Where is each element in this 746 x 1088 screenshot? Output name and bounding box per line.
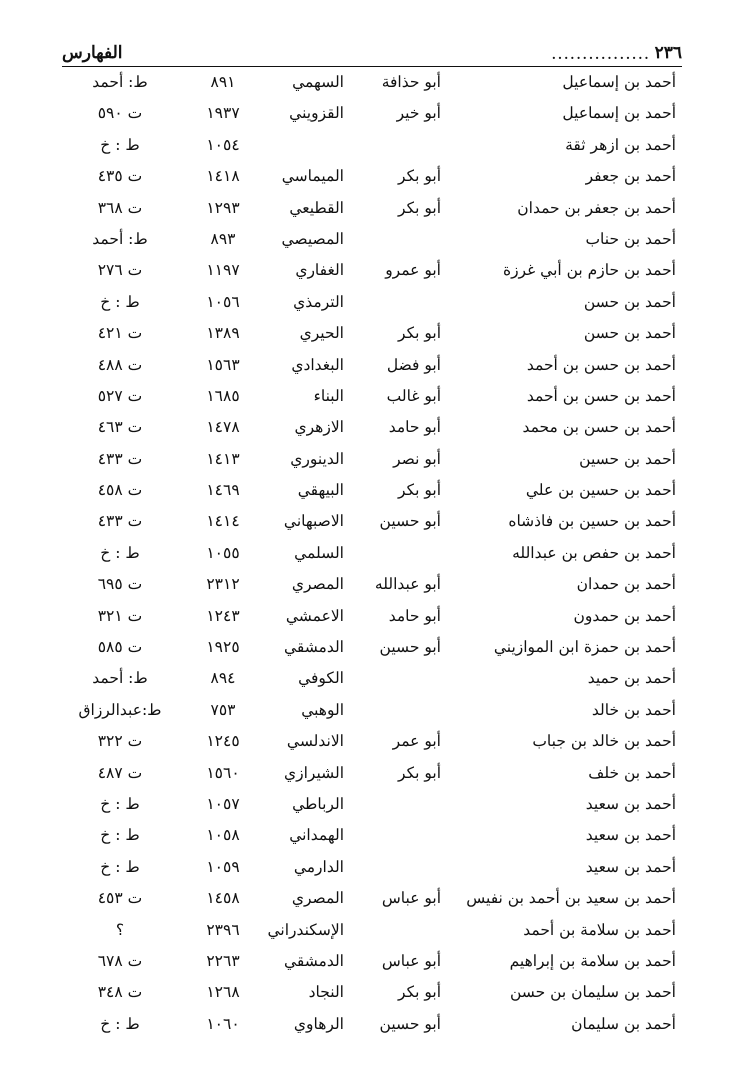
entry-number: ١٢٦٨: [206, 983, 240, 1002]
narrator-nisba: السهمي: [292, 73, 344, 91]
narrator-name: أحمد بن حسين بن فاذشاه: [508, 512, 676, 531]
entry-number: ١٤١٤: [206, 512, 240, 531]
entry-number: ٢٣١٢: [206, 575, 240, 594]
narrator-nisba: الكوفي: [298, 669, 344, 688]
entry-number: ١٠٥٤: [206, 135, 240, 154]
narrator-kunya: أبو بكر: [398, 167, 441, 186]
narrator-name: أحمد بن جعفر: [585, 167, 676, 186]
entry-note: ت ٤٣٥: [97, 167, 143, 186]
index-row: [0, 349, 746, 380]
narrator-name: أحمد بن خالد بن جباب: [532, 732, 676, 751]
entry-number: ١١٩٧: [206, 261, 240, 280]
entry-number: ١٤١٣: [206, 449, 240, 468]
entry-note: ت ٣٢٢: [97, 732, 143, 751]
index-row: [0, 66, 746, 97]
entry-note: ت ٤٢١: [97, 324, 143, 343]
narrator-kunya: أبو عبدالله: [374, 575, 441, 594]
narrator-name: أحمد بن خالد: [591, 700, 676, 719]
entry-number: ١٤٥٨: [206, 889, 240, 908]
narrator-name: أحمد بن حميد: [587, 669, 676, 688]
entry-number: ١٩٣٧: [206, 104, 240, 123]
entry-note: ت ٣٤٨: [97, 983, 143, 1002]
narrator-name: أحمد بن إسماعيل: [562, 73, 676, 91]
narrator-kunya: أبو خير: [396, 104, 441, 123]
narrator-nisba: المصيصي: [281, 229, 344, 248]
narrator-nisba: المصري: [291, 889, 344, 908]
index-row: [0, 819, 746, 850]
narrator-name: أحمد بن حسن: [583, 324, 676, 343]
entry-note: ت ٤٥٣: [97, 889, 143, 908]
index-row: [0, 160, 746, 191]
narrator-kunya: أبو عباس: [381, 951, 441, 970]
narrator-nisba: البناء: [313, 386, 344, 405]
narrator-nisba: المصري: [291, 575, 344, 594]
index-row: [0, 97, 746, 128]
narrator-name: أحمد بن حسين بن علي: [525, 481, 676, 500]
index-row: [0, 505, 746, 536]
narrator-kunya: أبو حامد: [388, 418, 441, 437]
index-row: [0, 662, 746, 693]
index-row: [0, 631, 746, 662]
index-row: [0, 474, 746, 505]
narrator-name: أحمد بن سعيد: [585, 826, 676, 845]
narrator-kunya: أبو حسين: [379, 512, 441, 531]
entry-note: ت ٤٥٨: [97, 481, 143, 500]
narrator-name: أحمد بن حناب: [585, 229, 676, 248]
narrator-name: أحمد بن حسن بن أحمد: [526, 355, 676, 374]
narrator-name: أحمد بن حمدون: [573, 606, 676, 625]
narrator-name: أحمد بن حمزة ابن الموازيني: [493, 638, 676, 657]
entry-note: ت ٦٩٥: [97, 575, 143, 594]
narrator-nisba: السلمي: [294, 543, 344, 562]
narrator-nisba: القزويني: [289, 104, 344, 123]
index-row: [0, 725, 746, 756]
index-row: [0, 537, 746, 568]
narrator-name: أحمد بن حازم بن أبي غرزة: [502, 261, 676, 280]
narrator-kunya: أبو بكر: [398, 763, 441, 782]
narrator-nisba: الوهبي: [301, 700, 344, 719]
entry-note: ط: أحمد: [92, 73, 148, 91]
entry-number: ١٩٢٥: [206, 638, 240, 657]
index-row: [0, 851, 746, 882]
entry-number: ١٠٥٧: [206, 794, 240, 813]
entry-number: ١٤١٨: [206, 167, 240, 186]
entry-number: ١٠٥٦: [206, 292, 240, 311]
narrator-kunya: أبو حسين: [379, 1014, 441, 1033]
narrator-nisba: الدمشقي: [283, 951, 344, 970]
entry-note: ت ٦٧٨: [97, 951, 143, 970]
narrator-kunya: أبو عباس: [381, 889, 441, 908]
entry-number: ٢٢٦٣: [206, 951, 240, 970]
narrator-name: أحمد بن حسن بن محمد: [522, 418, 676, 437]
narrator-nisba: البغدادي: [291, 355, 344, 374]
entry-number: ١٠٥٩: [206, 857, 240, 876]
index-row: [0, 568, 746, 599]
entry-note: ت ٥٨٥: [97, 638, 143, 657]
entry-number: ٧٥٣: [210, 700, 236, 719]
entry-note: ت ٤٦٣: [97, 418, 143, 437]
index-row: [0, 600, 746, 631]
entry-number: ١٠٥٨: [206, 826, 240, 845]
narrator-kunya: أبو غالب: [386, 386, 441, 405]
narrator-nisba: الشيرازي: [283, 763, 344, 782]
entry-number: ١٢٤٣: [206, 606, 240, 625]
narrator-nisba: الدينوري: [290, 449, 344, 468]
narrator-nisba: الاندلسي: [286, 732, 344, 751]
narrator-kunya: أبو حذافة: [381, 73, 441, 91]
index-row: [0, 976, 746, 1007]
entry-number: ١٤٦٩: [206, 481, 240, 500]
narrator-kunya: أبو عمرو: [385, 261, 441, 280]
narrator-nisba: الاعمشي: [285, 606, 344, 625]
narrator-nisba: الميماسي: [281, 167, 344, 186]
index-table: [0, 66, 746, 1039]
narrator-name: أحمد بن سعيد: [585, 794, 676, 813]
narrator-nisba: القطيعي: [289, 198, 344, 217]
entry-note: ط:عبدالرزاق: [78, 700, 162, 719]
entry-number: ١٠٦٠: [206, 1014, 240, 1033]
entry-note: ت ٤٣٣: [97, 512, 143, 531]
narrator-nisba: الحيري: [299, 324, 344, 343]
index-row: [0, 914, 746, 945]
entry-note: ط : خ: [100, 857, 140, 876]
narrator-name: أحمد بن سلامة بن أحمد: [523, 920, 676, 939]
entry-note: ت ٥٢٧: [97, 386, 143, 405]
entry-note: ت ٣٦٨: [97, 198, 143, 217]
narrator-nisba: الإسكندراني: [267, 920, 344, 939]
narrator-nisba: الغفاري: [295, 261, 344, 280]
narrator-name: أحمد بن ازهر ثقة: [565, 135, 676, 154]
index-row: [0, 223, 746, 254]
narrator-nisba: الدارمي: [293, 857, 344, 876]
narrator-kunya: أبو حسين: [379, 638, 441, 657]
index-row: [0, 411, 746, 442]
narrator-name: أحمد بن سليمان: [571, 1014, 676, 1033]
narrator-kunya: أبو حامد: [388, 606, 441, 625]
entry-note: ت ٣٢١: [97, 606, 143, 625]
narrator-kunya: أبو عمر: [392, 732, 441, 751]
narrator-name: أحمد بن خلف: [588, 763, 676, 782]
index-row: [0, 380, 746, 411]
index-row: [0, 317, 746, 348]
narrator-kunya: أبو نصر: [393, 449, 441, 468]
narrator-nisba: الترمذي: [293, 292, 344, 311]
entry-note: ت ٤٨٧: [97, 763, 143, 782]
narrator-name: أحمد بن سلامة بن إبراهيم: [509, 951, 676, 970]
entry-note: ط: أحمد: [92, 669, 148, 688]
entry-number: ١٢٤٥: [206, 732, 240, 751]
narrator-nisba: الرباطي: [292, 794, 344, 813]
narrator-name: أحمد بن حسين: [579, 449, 676, 468]
narrator-kunya: أبو فضل: [386, 355, 441, 374]
index-row: [0, 694, 746, 725]
narrator-kunya: أبو بكر: [398, 481, 441, 500]
narrator-name: أحمد بن إسماعيل: [562, 104, 676, 123]
index-row: [0, 129, 746, 160]
narrator-nisba: البيهقي: [297, 481, 344, 500]
entry-number: ٨٩٤: [210, 669, 236, 688]
entry-note: ط: أحمد: [92, 229, 148, 248]
entry-note: ت ٤٣٣: [97, 449, 143, 468]
index-row: [0, 788, 746, 819]
index-row: [0, 757, 746, 788]
entry-number: ١٥٦٣: [206, 355, 240, 374]
narrator-name: أحمد بن حفص بن عبدالله: [512, 543, 676, 562]
narrator-nisba: الهمداني: [289, 826, 344, 845]
entry-note: ط : خ: [100, 292, 140, 311]
narrator-name: أحمد بن جعفر بن حمدان: [517, 198, 676, 217]
entry-number: ٢٣٩٦: [206, 920, 240, 939]
index-row: [0, 1008, 746, 1039]
index-row: [0, 443, 746, 474]
index-row: [0, 192, 746, 223]
narrator-nisba: الدمشقي: [283, 638, 344, 657]
index-row: [0, 254, 746, 285]
entry-note: ؟: [115, 920, 125, 939]
narrator-name: أحمد بن سعيد بن أحمد بن نفيس: [466, 889, 676, 908]
index-row: [0, 286, 746, 317]
header-leader-dots: ................: [551, 49, 651, 61]
entry-number: ١٥٦٠: [206, 763, 240, 782]
narrator-name: أحمد بن سعيد: [585, 857, 676, 876]
entry-number: ٨٩١: [210, 73, 236, 91]
entry-note: ط : خ: [100, 543, 140, 562]
entry-note: ت ٢٧٦: [97, 261, 143, 280]
section-title: الفهارس: [62, 43, 123, 63]
narrator-name: أحمد بن حمدان: [576, 575, 676, 594]
entry-number: ١٦٨٥: [206, 386, 240, 405]
page-number: ٢٣٦: [654, 43, 682, 63]
narrator-nisba: النجاد: [308, 983, 344, 1002]
entry-number: ١٣٨٩: [206, 324, 240, 343]
narrator-name: أحمد بن حسن: [583, 292, 676, 311]
page-header: [62, 36, 682, 67]
narrator-nisba: الرهاوي: [293, 1014, 344, 1033]
entry-note: ت ٤٨٨: [97, 355, 143, 374]
entry-number: ١٤٧٨: [206, 418, 240, 437]
narrator-kunya: أبو بكر: [398, 324, 441, 343]
index-row: [0, 882, 746, 913]
entry-number: ٨٩٣: [210, 229, 236, 248]
narrator-name: أحمد بن سليمان بن حسن: [510, 983, 676, 1002]
narrator-nisba: الازهري: [294, 418, 344, 437]
entry-number: ١٠٥٥: [206, 543, 240, 562]
entry-note: ط : خ: [100, 826, 140, 845]
entry-note: ط : خ: [100, 135, 140, 154]
narrator-nisba: الاصبهاني: [283, 512, 344, 531]
narrator-kunya: أبو بكر: [398, 198, 441, 217]
entry-note: ط : خ: [100, 1014, 140, 1033]
entry-note: ط : خ: [100, 794, 140, 813]
narrator-kunya: أبو بكر: [398, 983, 441, 1002]
index-row: [0, 945, 746, 976]
entry-number: ١٢٩٣: [206, 198, 240, 217]
narrator-name: أحمد بن حسن بن أحمد: [526, 386, 676, 405]
entry-note: ت ٥٩٠: [97, 104, 143, 123]
